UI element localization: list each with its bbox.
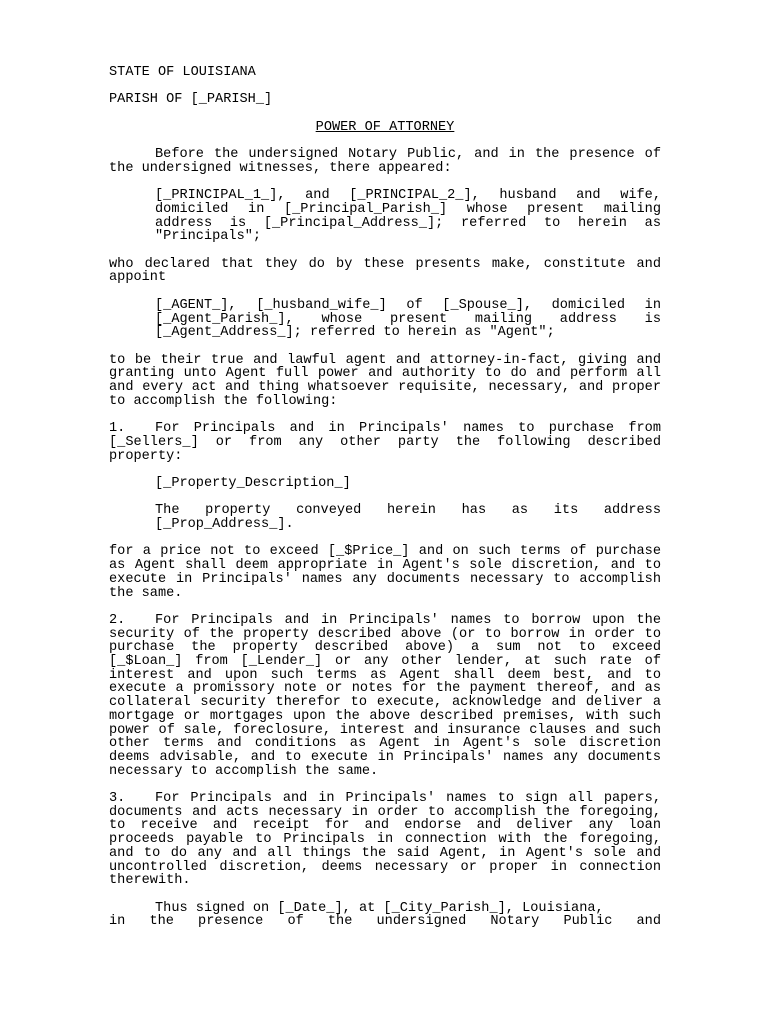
item-1-paragraph: [109, 422, 661, 463]
item-2-text: For Principals and in Principals' names to borrow upon the security of the property described above (or to borrow in order to purchase the property described above) a sum not to exceed [_$Loan_] from [_Lender_] or any other lender, at such rate of interest and upon such terms as Agent shall deem best, and to execute a promissory note or notes for the payment thereof, and as collateral security therefor to execute, acknowledge and deliver a mortgage or mortgages upon the above described premises, with such power of sale, foreclosure, interest and insurance clauses and such other terms and conditions as Agent in Agent's sole discretion deems advisable, and to execute in Principals' names any documents necessary to accomplish the same.: [109, 612, 661, 779]
item-3-paragraph: [109, 792, 661, 888]
item-2-number: 2.: [109, 612, 126, 628]
intro-paragraph: Before the undersigned Notary Public, and in the presence of the undersigned witnesses, there appeared:: [109, 147, 661, 176]
principals-paragraph: [_PRINCIPAL_1_], and [_PRINCIPAL_2_], husband and wife, domiciled in [_Principal_Parish_] whose present mailing address is [_Principal_Address_]; referred to herein as "Principals";: [155, 188, 661, 245]
item-3-number: 3.: [109, 791, 126, 807]
item-3-text: For Principals and in Principals' names to sign all papers, documents and acts necessary in order to accomplish the foregoing, to receive and receipt for and endorse and deliver any loan proceeds payable to Principals in connection with the foregoing, and to do any and all things the said Agent, in Agent's sole and uncontrolled discretion, deems necessary or proper in connection therewith.: [109, 791, 661, 889]
item-1-text: For Principals and in Principals' names to purchase from [_Sellers_] or from any other party the following described property:: [109, 421, 661, 464]
item-1-number: 1.: [109, 421, 126, 437]
closing-line-2: in the presence of the undersigned Notary Public and: [109, 914, 661, 930]
state-heading: STATE OF LOUISIANA: [109, 65, 256, 80]
purpose-paragraph: to be their true and lawful agent and attorney-in-fact, giving and granting unto Agent full power and authority to do and perform all and every act and thing whatsoever requisite, necessary, and proper to accomplish the following:: [109, 352, 661, 409]
property-address-paragraph: The property conveyed herein has as its address [_Prop_Address_].: [155, 503, 661, 533]
item-2-paragraph: [109, 614, 661, 778]
property-description: [_Property_Description_]: [155, 475, 351, 491]
document-page: [109, 66, 661, 929]
closing-line-1: Thus signed on [_Date_], at [_City_Parish_], Louisiana,: [155, 900, 604, 916]
declared-paragraph: who declared that they do by these presents make, constitute and appoint: [109, 256, 661, 286]
agent-paragraph: [_AGENT_], [_husband_wife_] of [_Spouse_], domiciled in [_Agent_Parish_], whose present mailing address is [_Agent_Address_]; referred to herein as "Agent";: [155, 297, 661, 341]
price-paragraph: for a price not to exceed [_$Price_] and on such terms of purchase as Agent shall deem appropriate in Agent's sole discretion, and to execute in Principals' names any documents necessary to accomplish the same.: [109, 544, 661, 601]
document-title: POWER OF ATTORNEY: [315, 119, 455, 135]
parish-heading: PARISH OF [_PARISH_]: [109, 92, 273, 108]
